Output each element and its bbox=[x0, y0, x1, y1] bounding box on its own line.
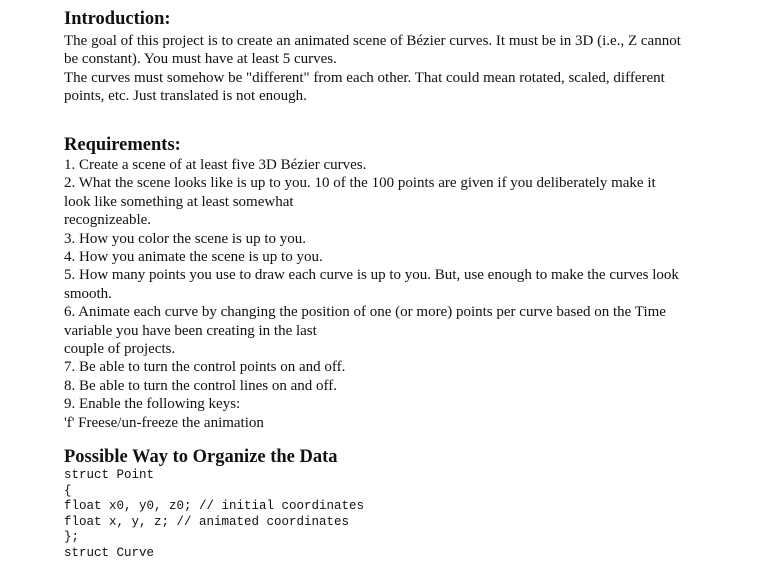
list-item: 4. How you animate the scene is up to you. bbox=[64, 249, 323, 266]
introduction-paragraph bbox=[64, 32, 681, 106]
text-line: The curves must somehow be "different" from each other. That could mean rotated, scaled, different bbox=[64, 69, 665, 86]
code-line: { bbox=[64, 483, 72, 498]
list-item: 5. How many points you use to draw each curve is up to you. But, use enough to make the curves look bbox=[64, 267, 679, 284]
code-line: struct Point bbox=[64, 468, 155, 482]
code-line: float x0, y0, z0; // initial coordinates bbox=[64, 499, 365, 514]
list-item: 8. Be able to turn the control lines on and off. bbox=[64, 377, 337, 394]
list-item: 6. Animate each curve by changing the position of one (or more) points per curve based on the Time bbox=[64, 304, 666, 321]
list-item: look like something at least somewhat bbox=[64, 193, 294, 210]
requirements-heading: Requirements: bbox=[64, 135, 181, 155]
text-line: be constant). You must have at least 5 curves. bbox=[64, 51, 337, 68]
list-item: 1. Create a scene of at least five 3D Bézier curves. bbox=[64, 157, 367, 173]
list-item: 9. Enable the following keys: bbox=[64, 396, 241, 413]
organize-data-heading: Possible Way to Organize the Data bbox=[64, 447, 338, 467]
list-item: 'f' Freese/un-freeze the animation bbox=[64, 414, 264, 431]
code-line: }; bbox=[64, 530, 80, 545]
list-item: recognizeable. bbox=[64, 212, 152, 229]
code-line: float x, y, z; // animated coordinates bbox=[64, 514, 350, 529]
list-item: 3. How you color the scene is up to you. bbox=[64, 230, 307, 247]
text-line: points, etc. Just translated is not enough. bbox=[64, 88, 307, 105]
list-item: smooth. bbox=[64, 285, 112, 302]
introduction-heading: Introduction: bbox=[64, 9, 171, 29]
code-line: struct Curve bbox=[64, 545, 155, 560]
list-item: 7. Be able to turn the control points on and off. bbox=[64, 359, 346, 376]
list-item: 2. What the scene looks like is up to you. 10 of the 100 points are given if you deliberately make it bbox=[64, 175, 656, 192]
text-line: The goal of this project is to create an animated scene of Bézier curves. It must be in 3D (i.e., Z cannot bbox=[64, 33, 681, 49]
list-item: variable you have been creating in the last bbox=[64, 322, 317, 339]
code-block bbox=[64, 468, 364, 562]
list-item: couple of projects. bbox=[64, 341, 176, 358]
requirements-list bbox=[64, 156, 679, 432]
